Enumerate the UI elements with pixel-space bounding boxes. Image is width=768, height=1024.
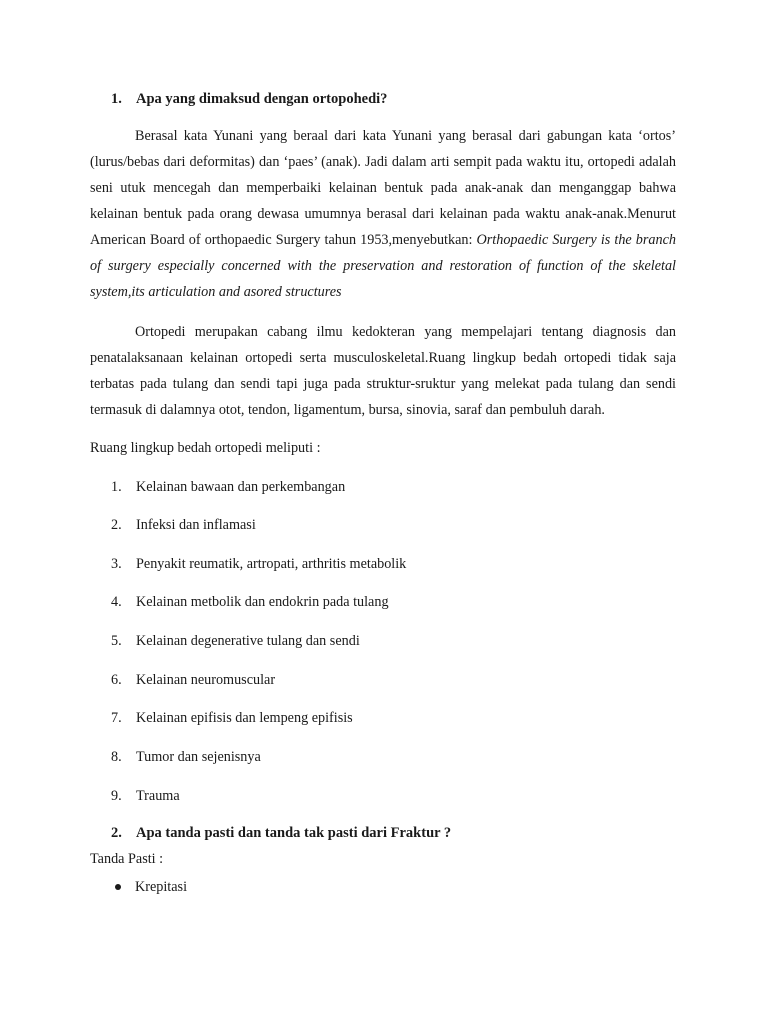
paragraph-definition bbox=[90, 123, 676, 305]
list-item bbox=[111, 594, 389, 611]
paragraph-definition-text: Berasal kata Yunani yang beraal dari kata Yunani yang berasal dari gabungan kata ‘ortos’ (lurus/bebas dari deformitas) dan ‘paes’ (anak). Jadi dalam arti sempit pada waktu itu, ortopedi adalah seni utuk mencegah dan memperbaiki kelainan bentuk pada anak-anak dan menganggap bahwa kelainan bentuk pada orang dewasa umumnya berasal dari kelainan pada waktu anak-anak.Menurut American Board of orthopaedic Surgery tahun 1953,menyebutkan: bbox=[90, 128, 676, 248]
paragraph-definition-italic-quote: Orthopaedic Surgery is the branch of surgery especially concerned with the preservation and restoration of function of the skeletal system,its articulation and asored structures bbox=[90, 232, 676, 300]
list-item bbox=[111, 633, 360, 650]
question-1-number: 1. bbox=[111, 91, 122, 107]
list-item-number: 6. bbox=[111, 672, 122, 688]
list-item bbox=[111, 710, 353, 727]
list-item-text: Kelainan bawaan dan perkembangan bbox=[136, 479, 346, 495]
list-item-text: Kelainan degenerative tulang dan sendi bbox=[136, 633, 360, 649]
list-item-number: 9. bbox=[111, 788, 122, 804]
list-item-text: Tumor dan sejenisnya bbox=[136, 749, 261, 765]
list-item-number: 3. bbox=[111, 556, 122, 572]
list-item bbox=[111, 672, 275, 689]
list-item bbox=[111, 749, 261, 766]
list-item-text: Infeksi dan inflamasi bbox=[136, 517, 256, 533]
scope-intro: Ruang lingkup bedah ortopedi meliputi : bbox=[90, 440, 321, 456]
list-item-text: Kelainan neuromuscular bbox=[136, 672, 276, 688]
question-2-heading bbox=[111, 825, 451, 842]
list-item-number: 8. bbox=[111, 749, 122, 765]
paragraph-ortopedi-text: Ortopedi merupakan cabang ilmu kedokteran yang mempelajari tentang diagnosis dan penatalaksanaan kelainan ortopedi serta musculoskeletal.Ruang lingkup bedah ortopedi tidak saja terbatas pada tulang dan sendi tapi juga pada struktur-sruktur yang melekat pada tulang dan sendi termasuk di dalamnya otot, tendon, ligamentum, bursa, sinovia, saraf dan pembuluh darah. bbox=[90, 324, 676, 418]
list-item bbox=[111, 517, 256, 534]
paragraph-ortopedi bbox=[90, 319, 676, 423]
list-item-text: Trauma bbox=[136, 788, 180, 804]
list-item bbox=[111, 479, 345, 496]
tanda-pasti-label: Tanda Pasti : bbox=[90, 851, 164, 867]
bullet-item bbox=[115, 879, 187, 896]
list-item bbox=[111, 556, 406, 573]
list-item-number: 7. bbox=[111, 710, 122, 726]
bullet-item-text: Krepitasi bbox=[135, 879, 188, 895]
question-1-heading bbox=[111, 91, 387, 108]
bullet-dot-icon bbox=[115, 884, 121, 890]
question-2-number: 2. bbox=[111, 825, 122, 841]
list-item-text: Kelainan epifisis dan lempeng epifisis bbox=[136, 710, 353, 726]
list-item-number: 2. bbox=[111, 517, 122, 533]
list-item-text: Penyakit reumatik, artropati, arthritis metabolik bbox=[136, 556, 407, 572]
list-item bbox=[111, 788, 180, 805]
list-item-text: Kelainan metbolik dan endokrin pada tulang bbox=[136, 594, 389, 610]
list-item-number: 5. bbox=[111, 633, 122, 649]
list-item-number: 4. bbox=[111, 594, 122, 610]
question-1-title: Apa yang dimaksud dengan ortopohedi? bbox=[136, 91, 388, 107]
question-2-title: Apa tanda pasti dan tanda tak pasti dari Fraktur ? bbox=[136, 825, 452, 841]
list-item-number: 1. bbox=[111, 479, 122, 495]
